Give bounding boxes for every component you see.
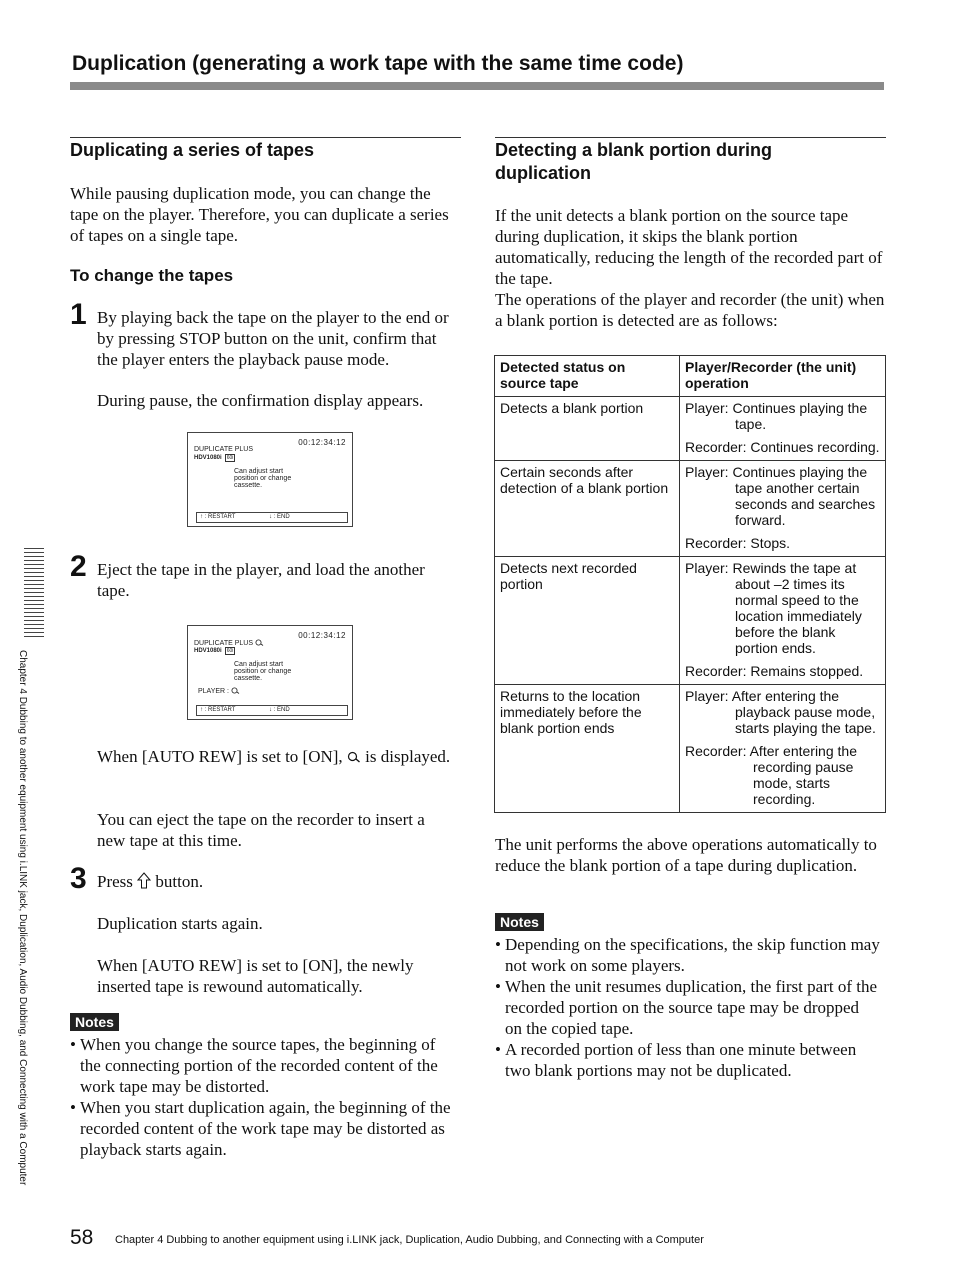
right-intro-2: The operations of the player and recorder (the unit) when a blank portion is detected are as follows: (495, 290, 885, 330)
operation-cell: Player: Continues playing the tape another certain seconds and searches forward. Recorder: Stops. (680, 461, 886, 557)
list-item: • When you start duplication again, the beginning of the recorded content of the work tape may be distorted as playback starts again. (70, 1097, 455, 1160)
right-heading: Detecting a blank portion during duplication (495, 140, 773, 183)
left-notes-badge: Notes (70, 1013, 119, 1031)
column-header: Detected status on source tape (495, 356, 680, 397)
step-1-number: 1 (70, 298, 87, 331)
footer-chapter-text: Chapter 4 Dubbing to another equipment using i.LINK jack, Duplication, Audio Dubbing, and Connecting with a Computer (115, 1234, 704, 1246)
chapter-side-label: Chapter 4 Dubbing to another equipment using i.LINK jack, Duplication, Audio Dubbing, and Connecting with a Computer (17, 650, 28, 1186)
left-heading: Duplicating a series of tapes (70, 140, 315, 160)
format-label: HDV1080i (194, 455, 222, 461)
operation-cell: Player: Continues playing the tape. Recorder: Continues recording. (680, 397, 886, 461)
mode-label: DUPLICATE PLUS (194, 446, 253, 453)
change-tapes-subheading: To change the tapes (70, 266, 234, 285)
page-number: 58 (70, 1226, 94, 1249)
step-2-text: Eject the tape in the player, and load the another tape. (97, 560, 425, 600)
right-notes-list (495, 934, 880, 1081)
table-header-row (495, 356, 886, 397)
restart-hint: ↑ : RESTART (200, 707, 236, 713)
auto-rew-note: When [AUTO REW] is set to [ON], is displayed. (97, 747, 451, 766)
list-item: • When you change the source tapes, the beginning of the connecting portion of the recorded content of the work tape may be distorted. (70, 1034, 455, 1097)
step-3-number: 3 (70, 862, 87, 895)
up-arrow-icon (137, 872, 151, 889)
format-badge: 60i (226, 455, 234, 461)
end-hint: ↓ : END (269, 707, 290, 713)
timecode: 00:12:34:12 (298, 631, 346, 640)
list-item: • Depending on the specifications, the skip function may not work on some players. (495, 934, 880, 976)
table-row (495, 397, 886, 461)
screen-button-bar (196, 512, 348, 523)
timecode: 00:12:34:12 (298, 438, 346, 447)
list-item: • When the unit resumes duplication, the first part of the recorded portion on the source tape may be dropped on the copied tape. (495, 976, 880, 1039)
step-3-text: Press button. (97, 872, 204, 891)
restart-hint: ↑ : RESTART (200, 514, 236, 520)
table-row (495, 461, 886, 557)
mode-label: DUPLICATE PLUS (194, 640, 253, 647)
format-label: HDV1080i (194, 648, 222, 654)
blank-detection-table (494, 355, 886, 813)
page-title: Duplication (generating a work tape with the same time code) (72, 52, 684, 75)
end-hint: ↓ : END (269, 514, 290, 520)
left-intro: While pausing duplication mode, you can change the tape on the player. Therefore, you can duplicate a series of tapes on a single tape. (70, 184, 449, 245)
table-row (495, 557, 886, 685)
rewind-icon (255, 639, 264, 646)
operation-cell: Player: After entering the playback pause mode, starts playing the tape. Recorder: After entering the recording pause mode, starts recording. (680, 685, 886, 813)
table-row (495, 685, 886, 813)
step-1-text: By playing back the tape on the player to the end or by pressing STOP button on the unit, confirm that the player enters the playback pause mode. (97, 308, 449, 369)
screen-message: Can adjust start position or change cassette. (234, 468, 292, 489)
step-2-number: 2 (70, 550, 87, 583)
confirmation-display-1 (187, 432, 353, 527)
confirmation-display-2 (187, 625, 353, 720)
rewind-icon (347, 751, 361, 763)
right-notes-badge: Notes (495, 913, 544, 931)
step-3-after-2: When [AUTO REW] is set to [ON], the newly inserted tape is rewound automatically. (97, 956, 414, 996)
player-label: PLAYER : (198, 688, 229, 695)
column-header: Player/Recorder (the unit) operation (680, 356, 886, 397)
right-after-text: The unit performs the above operations automatically to reduce the blank portion of a tape during duplication. (495, 835, 877, 875)
format-badge: 60i (226, 648, 234, 654)
right-section-rule (495, 137, 886, 138)
screen-button-bar (196, 705, 348, 716)
title-bar (70, 82, 884, 90)
list-item: • A recorded portion of less than one minute between two blank portions may not be duplicated. (495, 1039, 880, 1081)
status-cell: Returns to the location immediately before the blank portion ends (495, 685, 680, 813)
rewind-icon (231, 687, 240, 694)
step-3-after-1: Duplication starts again. (97, 914, 263, 933)
status-cell: Certain seconds after detection of a blank portion (495, 461, 680, 557)
status-cell: Detects a blank portion (495, 397, 680, 461)
status-cell: Detects next recorded portion (495, 557, 680, 685)
left-notes-list (70, 1034, 455, 1160)
chapter-tab-pattern (24, 548, 44, 640)
right-intro-1: If the unit detects a blank portion on the source tape during duplication, it skips the blank portion automatically, reducing the length of the recorded part of the tape. (495, 206, 883, 288)
eject-note: You can eject the tape on the recorder to insert a new tape at this time. (97, 810, 425, 850)
step-1-after: During pause, the confirmation display appears. (97, 391, 424, 410)
screen-message: Can adjust start position or change cassette. (234, 661, 292, 682)
operation-cell: Player: Rewinds the tape at about –2 times its normal speed to the location immediately before the blank portion ends. Recorder: Remains stopped. (680, 557, 886, 685)
left-section-rule (70, 137, 461, 138)
